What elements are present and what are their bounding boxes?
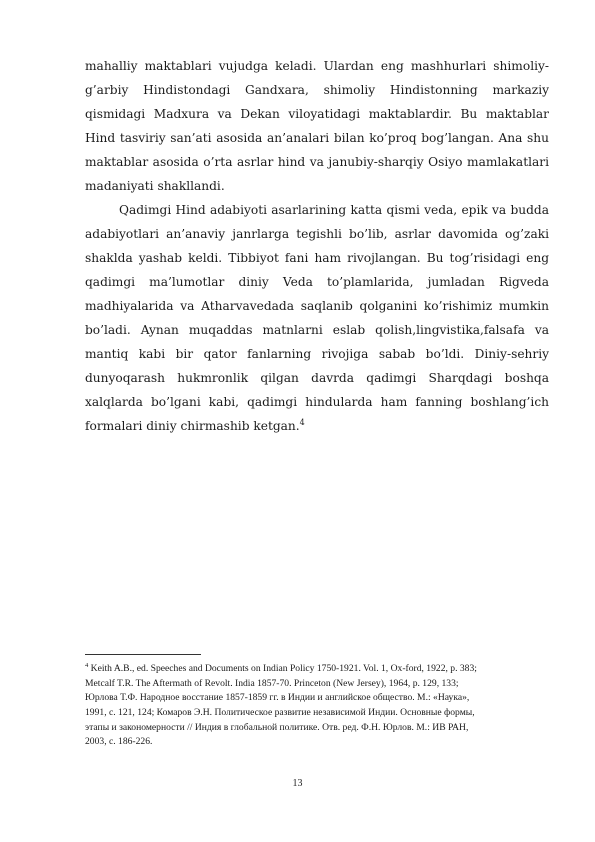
footnote-marker: 4	[85, 662, 89, 669]
footnote-reference[interactable]: 4	[299, 417, 305, 427]
page-number: 13	[292, 778, 303, 789]
paragraph-2	[85, 198, 549, 438]
footnote-line-3: Юрлова Т.Ф. Народное восстание 1857-1859 гг. в Индии и английское общество. М.: «Наука»,	[85, 692, 470, 704]
footnote-separator	[85, 654, 201, 655]
footnote-line-6: 2003, с. 186-226.	[85, 736, 153, 748]
footnote-line-2: Metcalf T.R. The Aftermath of Revolt. India 1857-70. Princeton (New Jersey), 1964, p. 129, 133;	[85, 677, 459, 689]
paragraph-1: mahalliy maktablari vujudga keladi. Ulardan eng mashhurlari shimoliy-g’arbiy Hindistondagi Gandxara, shimoliy Hindistonning markaziy qismidagi Madxura va Dekan viloyatidagi maktablardir. Bu maktablar Hind tasviriy san’ati asosida an’analari bilan ko’proq bog’langan. Ana shu maktablar asosida o’rta asrlar hind va janubiy-sharqiy Osiyo mamlakatlari madaniyati shakllandi.	[85, 59, 549, 193]
footnote-line-5: этапы и закономерности // Индия в глобальной политике. Отв. ред. Ф.Н. Юрлов. М.: ИВ РАН,	[85, 721, 469, 733]
footnote-line-4: 1991, с. 121, 124; Комаров Э.Н. Политическое развитие независимой Индии. Основные формы,	[85, 706, 475, 718]
body-text	[85, 54, 549, 438]
footnote-line-1: $^4$ Keith A.B., ed. Speeches and Documents on Indian Policy 1750-1921. Vol. 1, Ox-ford, 1922, p. 383;	[85, 662, 477, 675]
footnote	[85, 659, 555, 750]
paragraph-2-text: Qadimgi Hind adabiyoti asarlarining katta qismi veda, epik va budda adabiyotlari an’anaviy janrlarga tegishli bo’lib, asrlar davomida og’zaki shaklda yashab keldi. Tibbiyot fani ham rivojlangan. Bu tog’risidagi eng qadimgi ma’lumotlar diniy Veda to’plamlarida, jumladan Rigveda madhiyalarida va Atharvavedada saqlanib qolganini ko’rishimiz mumkin bo’ladi. Aynan muqaddas matnlarni eslab qolish,lingvistika,falsafa va mantiq kabi bir qator fanlarning rivojiga sabab bo’ldi. Diniy-sehriy dunyoqarash hukmronlik qilgan davrda qadimgi Sharqdagi boshqa xalqlarda bo’lgani kabi, qadimgi hindularda ham fanning boshlang’ich formalari diniy chirmashib ketgan.	[85, 203, 549, 433]
